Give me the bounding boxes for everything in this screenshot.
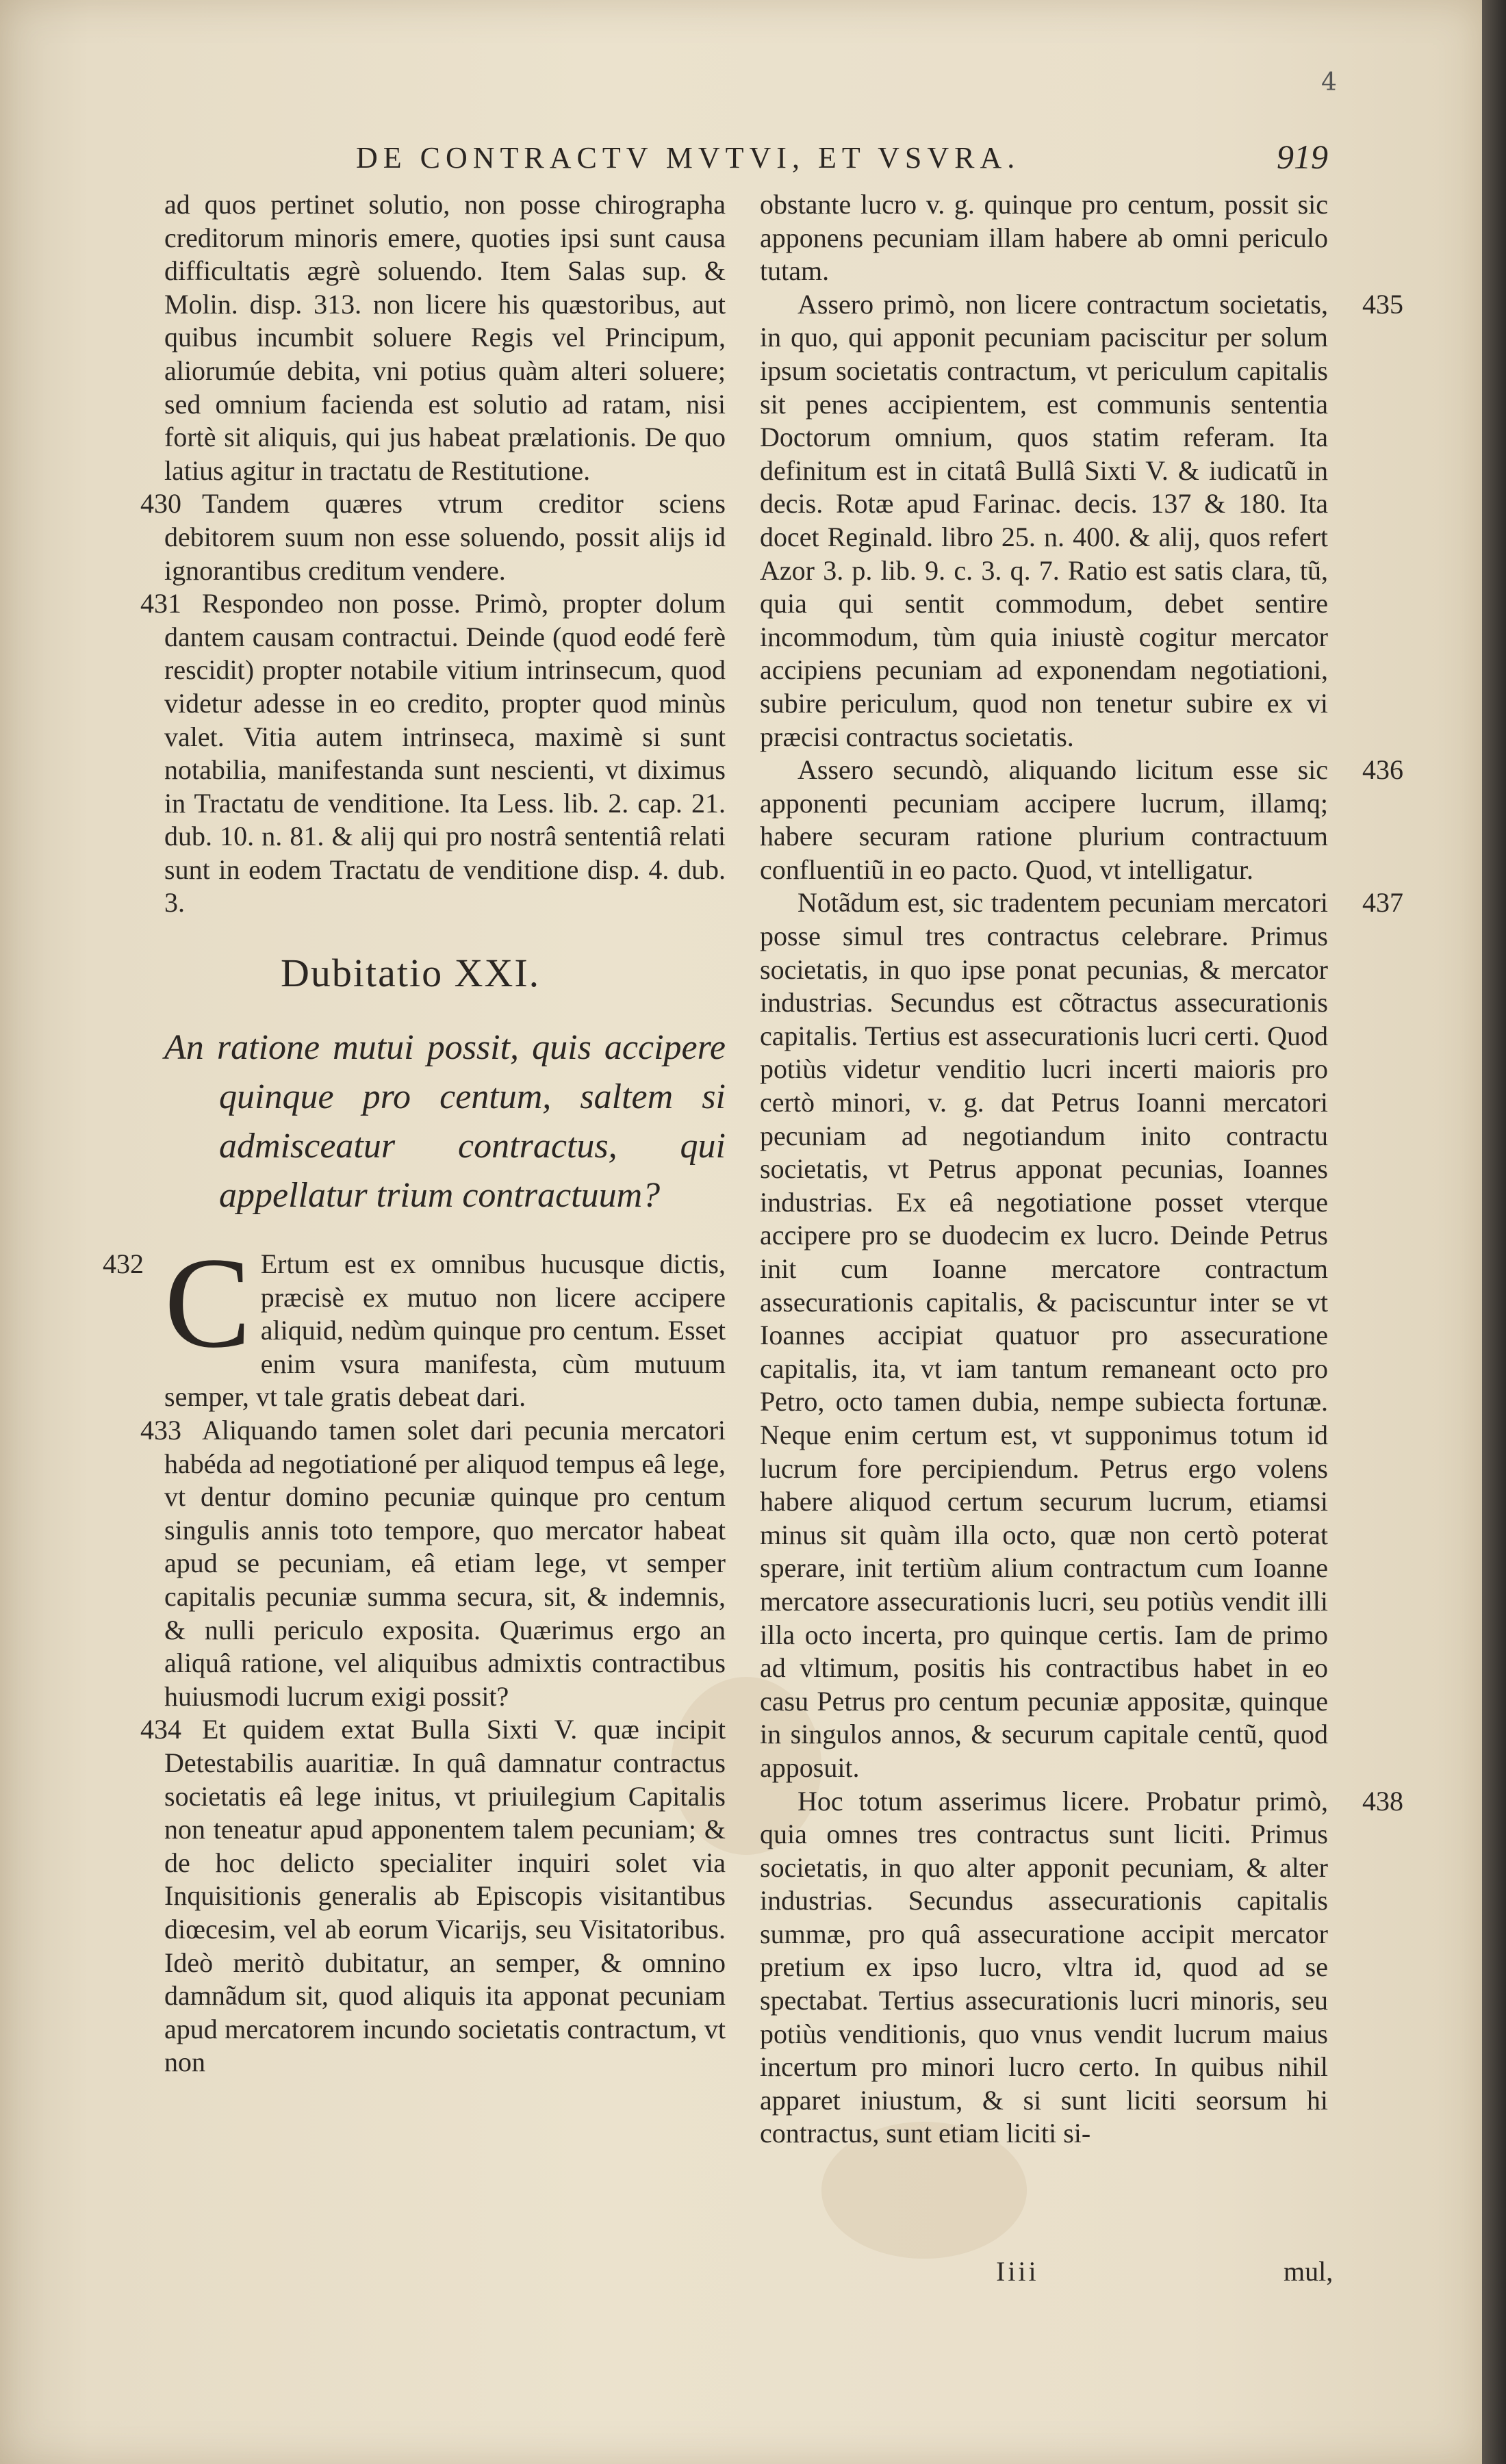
margin-number: 437 [1362, 887, 1403, 919]
margin-number: 434 [140, 1714, 181, 1745]
paragraph-text: Et quidem extat Bulla Sixti V. quæ incipit Detestabilis auaritiæ. In quâ damnatur contractus societatis eâ lege initus, vt priuilegium Capitalis non teneatur apud apponentem talem pecuniam; & de hoc delicto specialiter inquiri solet via Inquisitionis generalis ab Episcopis visitantibus diœcesim, vel ab eorum Vicarijs, seu Visitatoribus. Ideò meritò dubitatur, an semper, & omnino damnãdum sit, quod aliquis ita apponat pecuniam apud mercatorem incundo societatis contractum, vt non [164, 1714, 726, 2078]
page-edge-shadow [1482, 0, 1506, 2464]
corner-mark: 4 [1321, 68, 1337, 97]
paragraph [760, 288, 1403, 754]
paragraph-text: Hoc totum asserimus licere. Probatur primò, quia omnes tres contractus sunt liciti. Primus societatis, in quo alter apponit pecuniam, & alter industrias. Secundus assecurationis capitalis summæ, pro quâ assecuratione accipit mercator pretium ex ipso lucro, vltra id, quod ad se spectabat. Tertius assecurationis lucri minoris, seu potiùs venditionis, quo vnus vendit lucrum maius incertum pro minori lucro certo. In quibus nihil apparet iniustum, & si sunt liciti seorsum hi contractus, sunt etiam liciti si- [760, 1785, 1328, 2149]
paragraph-text: Assero primò, non licere contractum societatis, in quo, qui apponit pecuniam paciscitur per solum ipsum societatis contractum, vt periculum capitalis sit penes accipientem, est communis sententia Doctorum omnium, quos statim referam. Ita definitum est in citatâ Bullâ Sixti V. & iudicatũ in decis. Rotæ apud Farinac. decis. 137 & 180. Ita docet Reginald. libro 25. n. 400. & alij, quos refert Azor 3. p. lib. 9. c. 3. q. 7. Ratio est satis clara, tũ, quia qui sentit commodum, debet sentire incommodum, tùm quia iniustè cogitur mercator accipiens pecuniam ad exponendam negotiationi, subire periculum, quod non tenetur subire ex vi præcisi contractus societatis. [760, 288, 1328, 752]
paragraph-text: ad quos pertinet solutio, non posse chirographa creditorum minoris emere, quoties ipsi sunt causa difficultatis ægrè soluendo. Item Salas sup. & Molin. disp. 313. non licere his quæstoribus, aut quibus incumbit soluere Regis vel Principum, aliorumúe debita, vni potius quàm alteri soluere; sed omnium facienda est solutio ad ratam, nisi fortè sit aliquis, qui jus habeat prælationis. De quo latius agitur in tractatu de Restitutione. [164, 189, 726, 486]
paragraph [103, 1231, 726, 1414]
signature-mark: Iiii [996, 2256, 1039, 2287]
margin-number: 435 [1362, 288, 1403, 320]
paragraph [140, 1414, 726, 1713]
paragraph [760, 188, 1328, 288]
paragraph [140, 587, 726, 920]
paragraph-text: Aliquando tamen solet dari pecunia mercatori habéda ad negotiationé per aliquod tempus eâ lege, vt dentur domino pecuniæ quinque pro centum singulis annis toto tempore, quo mercator habeat apud se pecuniam, eâ etiam lege, vt semper capitalis pecuniæ summa secura, sit, & indemnis, & nulli periculo exposita. Quærimus ergo an aliquâ ratione, vel aliquibus admixtis contractibus huiusmodi lucrum exigi possit? [164, 1415, 726, 1712]
paragraph-text: obstante lucro v. g. quinque pro centum, possit sic apponens pecuniam illam habere ab omni periculo tutam. [760, 189, 1328, 287]
margin-number: 436 [1362, 754, 1403, 786]
section-question: An ratione mutui possit, quis accipere quinque pro centum, saltem si admisceatur contractus, qui appellatur trium contractuum? [164, 1028, 726, 1216]
margin-number: 430 [140, 488, 181, 519]
margin-number: 432 [103, 1248, 144, 1280]
running-head: DE CONTRACTV MVTVI, ET VSVRA. [356, 141, 1021, 175]
margin-number: 431 [140, 588, 181, 619]
margin-number: 433 [140, 1415, 181, 1446]
paragraph [140, 1713, 726, 2079]
paragraph [760, 754, 1403, 886]
right-column [760, 188, 1403, 2151]
paragraph-text: Assero secundò, aliquando licitum esse sic apponenti pecuniam accipere lucrum, illamq; habere securam ratione plurium contractuum confluentiũ in eo pacto. Quod, vt intelligatur. [760, 754, 1328, 885]
paragraph [760, 886, 1403, 1784]
paragraph [164, 188, 726, 487]
drop-initial: C [164, 1231, 251, 1376]
paragraph [140, 487, 726, 587]
catchword: mul, [1284, 2256, 1333, 2287]
paragraph-text: Tandem quæres vtrum creditor sciens debitorem suum non esse soluendo, possit alijs id ignorantibus creditum vendere. [164, 488, 726, 586]
left-column [103, 188, 726, 2079]
section-heading: Dubitatio XXI. [281, 951, 541, 996]
page-number: 919 [1277, 138, 1328, 176]
paragraph-text: Notãdum est, sic tradentem pecuniam mercatori posse simul tres contractus celebrare. Primus societatis, in quo ipse ponat pecunias, & mercator industrias. Secundus est cõtractus assecurationis capitalis. Tertius est assecurationis lucri certi. Quod potiùs videtur venditio lucri incerti maioris pro certò minori, v. g. dat Petrus Ioanni mercatori pecuniam ad negotiandum inito contractu societatis, vt Petrus apponat pecunias, Ioannes industrias. Ex eâ negotiatione posset vterque accipere pro se duodecim ex lucro. Deinde Petrus init cum Ioanne mercatore contractum assecurationis capitalis, & paciscuntur inter se vt Ioannes accipiat quatuor pro assecuratione capitalis, ita, vt iam tantum remaneant octo pro Petro, octo tamen dubia, nempe subiecta fortunæ. Neque enim certum est, vt supponimus totum id lucrum fore percipiendum. Petrus ergo volens habere aliquod certum securum lucrum, etiamsi minus sit quàm illa octo, quæ non certò poterat sperare, init tertiùm alium contractum cum Ioanne mercatore assecurationis lucri, seu potiùs vendit illi illa octo incerta, pro quinque certis. Iam de primo ad vltimum, positis his contractibus habet in eo casu Petrus pro centum pecuniæ appositæ, quinque in singulos annos, & securum capitale centũ, quod apposuit. [760, 887, 1328, 1783]
margin-number: 438 [1362, 1785, 1403, 1817]
paragraph-text: Ertum est ex omnibus hucusque dictis, præcisè ex mutuo non licere accipere aliquid, nedùm quinque pro centum. Esset enim vsura manifesta, cùm mutuum semper, vt tale gratis debeat dari. [164, 1248, 726, 1413]
paragraph [760, 1785, 1403, 2151]
paragraph-text: Respondeo non posse. Primò, propter dolum dantem causam contractui. Deinde (quod eodé ferè rescidit) propter notabile vitium intrinsecum, quod videtur adesse in eo credito, propter quod minùs valet. Vitia autem intrinseca, maximè si sunt notabilia, manifestanda sunt nescienti, vt diximus in Tractatu de venditione. Ita Less. lib. 2. cap. 21. dub. 10. n. 81. & alij qui pro nostrâ sententiâ relati sunt in eodem Tractatu de venditione disp. 4. dub. 3. [164, 588, 726, 919]
